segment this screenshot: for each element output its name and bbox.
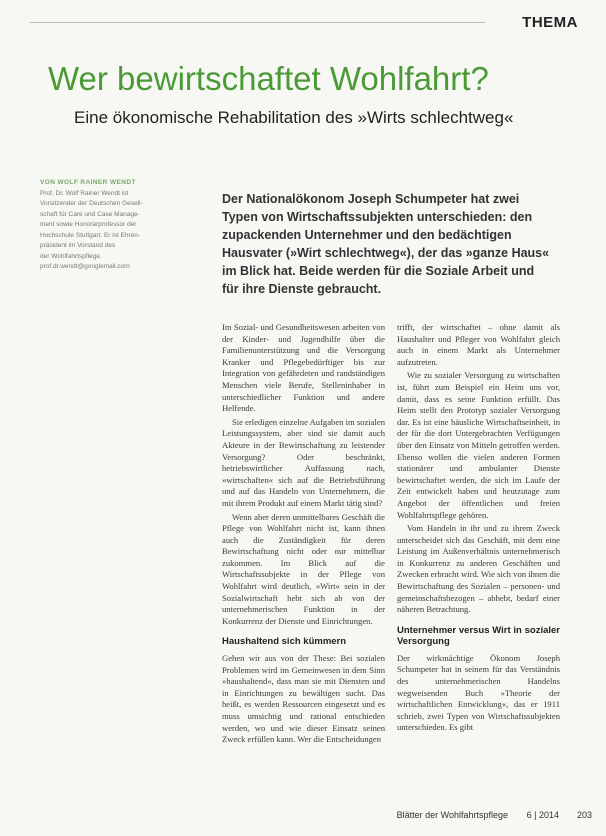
author-bio-line: ment sowie Honorarprofessor der <box>40 221 137 228</box>
author-bio-line: Vorsitzender der Deutschen Gesell- <box>40 200 143 207</box>
footer-issue: 6 | 2014 <box>526 810 559 820</box>
section-heading: Unternehmer versus Wirt in sozialer Versorgung <box>397 624 560 648</box>
section-rule <box>30 22 485 23</box>
paragraph: trifft, der wirtschaftet – ohne damit als Haushalter und Pfleger von Wohlfahrt gleich auch in einem Markt als Unternehmer aufzutreten. <box>397 322 560 367</box>
author-email: prof.dr.wendt@googlemail.com <box>40 263 130 270</box>
paragraph: Sie erledigen einzelne Aufgaben im sozialen Leistungssystem, aber sind sie damit auch Akteure in der Bewirtschaftung zu leistender Versorgung? Oder beschränkt, betriebswirtlicher Auffassung nach, »wirtschaften« sich auf die Betriebsführung und auf das Handeln von Unternehmern, die mit ihrem Produkt auf einem Markt tätig sind? <box>222 416 385 508</box>
paragraph: Gehen wir aus von der These: Bei sozialen Problemen wird im Gemeinwesen in dem Sinn »haushaltend«, dass man sie mit Diensten und in Einrichtungen zu bewältigen sucht. Das heißt, es werden Ressourcen eingesetzt und es muss umsichtig und rational entschieden werden, wo und wie dieser Einsatz seinen Zweck erfüllen kann. Wer die Entscheidungen <box>222 652 385 745</box>
article-subtitle: Eine ökonomische Rehabilitation des »Wirts schlechtweg« <box>74 108 514 127</box>
lead-text: Der Nationalökonom Joseph Schumpeter hat zwei Typen von Wirtschaftssubjekten unterschieden: den zupackenden Unternehmer und den bedächtigen Hausvater (»Wirt schlechtweg«), der das »ganze Haus« im Blick hat. Beide werden für die Soziale Arbeit und für ihre Dienste gebraucht. <box>222 192 550 296</box>
footer-page-number: 203 <box>576 810 592 820</box>
article-title: Wer bewirtschaftet Wohlfahrt? <box>48 60 489 97</box>
author-bio-line: schaft für Care und Case Manage- <box>40 210 140 218</box>
author-bio-line: Prof. Dr. Wolf Rainer Wendt ist <box>40 189 129 197</box>
paragraph: Im Sozial- und Gesundheitswesen arbeiten von der Kinder- und Jugendhilfe über die Familienunterstützung und die Versorgung Kranker und Pflegebedürftiger bis zur Integration von gefährdeten und randständigen Menschen viele Berufe, Stelleninhaber in unterschiedlicher Funktion und andere Helfende. <box>222 322 385 414</box>
section-heading: Haushaltend sich kümmern <box>222 636 347 648</box>
author-name: VON WOLF RAINER WENDT <box>40 179 136 186</box>
body-column-1 <box>222 322 385 748</box>
paragraph: Wie zu sozialer Versorgung zu wirtschaften ist, führt zum Beispiel ein Heim uns vor, damit, dass es seine Funktion erfüllt. Das Heim stellt den Prototyp sozialer Versorgung dar. Es ist eine häusliche Wirtschaftseinheit, in der für die dort Untergebrachten Verfügungen über den Einsatz von Mitteln getroffen werden. Ebenso wollen die vielen anderen Formen stationärer und ambulanter Dienste bewirtschaftet werden, die sich im Laufe der Zeit entwickelt haben und heutzutage zum Angebot der öffentlichen und freien Wohlfahrtspflege gehören. <box>397 370 560 520</box>
paragraph: Der wirkmächtige Ökonom Joseph Schumpeter hat in seinem für das Verständnis des unternehmerischen Handelns wegweisenden Buch »Theorie der wirtschaftlichen Entwicklung«, das er 1911 schrieb, zwei Typen von Wirtschaftssubjekten unterschieden. Es gibt <box>397 652 560 733</box>
paragraph: Wenn aber deren unmittelbares Geschäft die Pflege von Wohlfahrt nicht ist, kann ihnen auch die Zuständigkeit für deren Bewirtschaftung nicht oder nur mittelbar zukommen. Im Blick auf die Wirtschaftssubjekte in der Pflege von Wohlfahrt wird deutlich, »Wirt« sein in der Sozialwirtschaft hebt sich ab von der unternehmerischen Funktion in der Konkurrenz der Dienste und Einrichtungen. <box>222 511 385 626</box>
author-bio-line: der Wohlfahrtspflege. <box>40 252 102 260</box>
body-column-2 <box>397 322 560 736</box>
author-bio-line: Hochschule Stuttgart. Er ist Ehren- <box>40 231 141 239</box>
footer-journal: Blätter der Wohlfahrtspflege <box>396 810 508 820</box>
author-box <box>40 178 190 273</box>
author-bio-line: präsident im Vorstand des <box>40 242 116 249</box>
paragraph: Vom Handeln in ihr und zu ihrem Zweck unterscheidet sich das Geschäft, mit dem eine Leistung im Außenverhältnis unternehmerisch in Konkurrenz zu anderen Geschäften und Zwecken erbracht wird. Wie sich von ihnen die Bewirtschaftung des Sozialen – personen- und gemeinschaftsbezogen – abhebt, bedarf einer näheren Betrachtung. <box>397 523 560 615</box>
section-label: THEMA <box>522 14 578 31</box>
article-lead <box>222 190 552 298</box>
